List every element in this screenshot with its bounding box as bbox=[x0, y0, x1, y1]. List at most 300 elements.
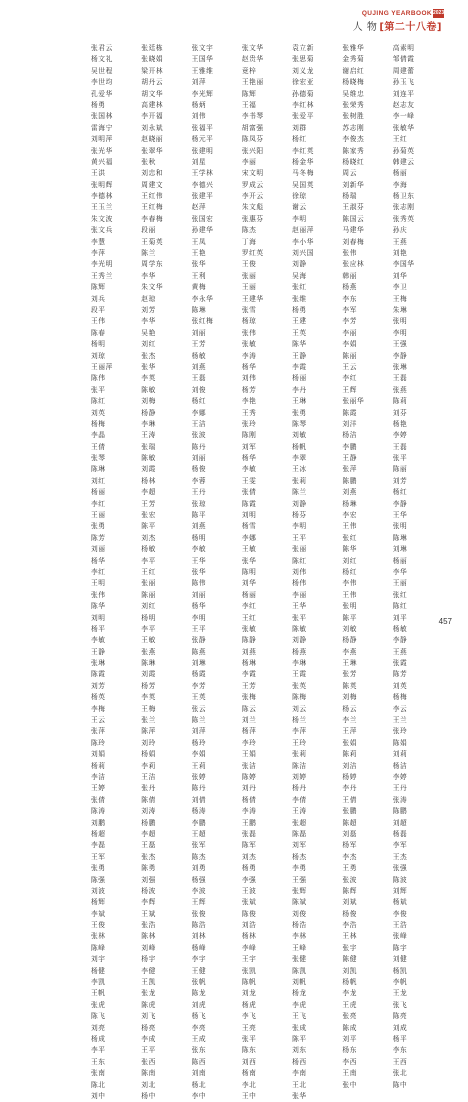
name-entry: 李俊杰 bbox=[342, 135, 365, 144]
name-entry: 李海 bbox=[392, 180, 408, 189]
name-entry: 张洁 bbox=[241, 761, 257, 770]
name-entry: 胡丹云 bbox=[141, 78, 164, 87]
name-entry: 王红 bbox=[241, 613, 257, 622]
name-entry: 杨亮 bbox=[141, 1023, 156, 1032]
name-entry: 王南 bbox=[342, 1069, 357, 1078]
name-entry: 刘梅 bbox=[141, 397, 156, 406]
name-entry: 刘林 bbox=[191, 932, 207, 941]
name-entry: 陈霞 bbox=[342, 408, 357, 417]
name-entry: 李超 bbox=[141, 829, 156, 838]
name-entry: 王虎 bbox=[342, 1000, 357, 1009]
name-entry: 李涛 bbox=[241, 351, 257, 360]
name-entry: 李霞 bbox=[292, 362, 307, 371]
name-entry: 杨英 bbox=[91, 693, 106, 702]
name-entry: 陈明 bbox=[241, 567, 257, 576]
name-entry: 李杰 bbox=[342, 852, 357, 861]
name-entry: 吴世程 bbox=[91, 66, 113, 75]
name-entry: 刘涛 bbox=[141, 807, 156, 816]
name-entry: 张峰 bbox=[392, 932, 408, 941]
name-entry: 陈磊 bbox=[292, 829, 307, 838]
name-entry: 杨龙 bbox=[292, 989, 307, 998]
name-entry: 张倩 bbox=[241, 488, 257, 497]
name-entry: 陈宇 bbox=[392, 943, 408, 952]
name-entry: 张丽 bbox=[241, 271, 257, 280]
name-entry: 李静 bbox=[392, 499, 408, 508]
name-entry: 张红 bbox=[342, 533, 357, 542]
name-entry: 赵琼 bbox=[141, 294, 156, 303]
name-entry: 王霞 bbox=[292, 670, 307, 679]
name-entry: 张北 bbox=[392, 1069, 408, 1078]
name-entry: 刘琳 bbox=[191, 659, 207, 668]
name-entry: 刘连平 bbox=[392, 89, 415, 98]
name-entry: 王娟 bbox=[241, 750, 257, 759]
name-entry: 周建蕾 bbox=[392, 66, 415, 75]
name-entry: 吴海 bbox=[292, 271, 307, 280]
name-entry: 王琳 bbox=[292, 397, 307, 406]
name-entry: 刘静 bbox=[292, 499, 307, 508]
name-entry: 刘红 bbox=[141, 602, 156, 611]
name-entry: 陈平 bbox=[342, 613, 357, 622]
name-entry: 张琳 bbox=[91, 659, 106, 668]
name-entry: 杨雪 bbox=[241, 522, 257, 531]
name-entry: 张红梅 bbox=[191, 317, 214, 326]
name-entry: 竟梓 bbox=[241, 66, 257, 75]
name-entry: 杨俊 bbox=[191, 465, 207, 474]
name-entry: 刘英 bbox=[91, 408, 106, 417]
name-entry: 张萍 bbox=[342, 465, 357, 474]
name-entry: 杨静 bbox=[141, 408, 156, 417]
name-entry: 陈中 bbox=[392, 1080, 408, 1089]
name-entry: 王丽 bbox=[392, 579, 408, 588]
name-entry: 刘忠和 bbox=[141, 169, 164, 178]
name-entry: 张勇 bbox=[91, 522, 106, 531]
name-entry: 王英 bbox=[191, 693, 207, 702]
name-entry: 张南 bbox=[91, 1069, 106, 1078]
name-entry: 张伟 bbox=[342, 249, 357, 258]
name-entry: 王红梅 bbox=[141, 203, 164, 212]
name-entry: 陈鹏 bbox=[392, 807, 408, 816]
name-entry: 王浩 bbox=[392, 921, 408, 930]
name-entry: 陈辉 bbox=[241, 89, 257, 98]
name-entry: 张丽 bbox=[141, 579, 156, 588]
name-entry: 杨明 bbox=[91, 340, 106, 349]
name-entry: 刘婷 bbox=[292, 773, 307, 781]
name-entry: 张瑞 bbox=[141, 442, 156, 451]
name-entry: 杨晓红 bbox=[342, 157, 365, 166]
name-entry: 王芳 bbox=[141, 499, 156, 508]
name-entry: 刘中 bbox=[91, 1091, 106, 1100]
name-entry: 李娟 bbox=[191, 750, 207, 759]
name-entry: 孙玉飞 bbox=[392, 78, 415, 87]
name-entry: 李卫 bbox=[392, 283, 408, 292]
name-entry: 王华 bbox=[191, 556, 207, 565]
name-entry: 刘南 bbox=[191, 1069, 207, 1078]
name-entry: 金秀菊 bbox=[342, 55, 365, 64]
name-entry: 陈杰 bbox=[191, 852, 207, 861]
name-entry: 杨梅 bbox=[91, 419, 106, 428]
name-entry: 刘梅 bbox=[342, 693, 357, 702]
name-entry: 李俊 bbox=[392, 909, 408, 918]
name-entry: 王倩 bbox=[342, 795, 357, 804]
name-entry: 杨辉 bbox=[91, 898, 106, 907]
name-entry: 杨虎 bbox=[241, 1000, 257, 1009]
name-entry: 杨红 bbox=[292, 135, 307, 144]
name-entry: 张龙 bbox=[141, 989, 156, 998]
name-entry: 李娜 bbox=[241, 533, 257, 542]
name-entry: 陈芳 bbox=[91, 533, 106, 542]
name-entry: 陈平 bbox=[141, 522, 156, 531]
name-entry: 刘军 bbox=[292, 841, 307, 850]
name-entry: 王俊 bbox=[91, 921, 106, 930]
name-entry: 陈东 bbox=[241, 1046, 257, 1055]
name-entry: 刘超 bbox=[392, 818, 408, 827]
name-entry: 王丽 bbox=[241, 283, 257, 292]
name-entry: 王冰 bbox=[292, 465, 307, 474]
name-entry: 刘东 bbox=[292, 1046, 307, 1055]
name-entry: 张丽华 bbox=[342, 397, 365, 406]
name-entry: 张雪 bbox=[241, 305, 257, 314]
name-entry: 赵贵华 bbox=[241, 55, 264, 64]
name-entry: 刘丽 bbox=[191, 590, 207, 599]
name-entry: 王华 bbox=[292, 602, 307, 611]
name-entry: 张莉 bbox=[292, 476, 307, 485]
name-entry: 杨娟 bbox=[141, 750, 156, 759]
name-entry: 陈平 bbox=[191, 511, 207, 520]
yearbook-brand: QUJING YEARBOOK bbox=[361, 10, 432, 17]
name-entry: 张倩 bbox=[91, 795, 106, 804]
name-entry: 张亮 bbox=[342, 1012, 357, 1021]
name-entry: 张明 bbox=[392, 317, 408, 326]
name-entry: 刘峰 bbox=[141, 943, 156, 952]
name-entry: 陈涛 bbox=[91, 807, 106, 816]
name-entry: 张雅华 bbox=[342, 44, 365, 52]
name-entry: 杨琳 bbox=[342, 499, 357, 508]
name-entry: 陈梅 bbox=[292, 693, 307, 702]
name-entry: 杨丽 bbox=[241, 590, 257, 599]
name-entry: 李宇 bbox=[191, 955, 207, 964]
name-entry: 王涛 bbox=[141, 431, 156, 440]
name-entry: 张虎 bbox=[91, 1000, 106, 1009]
name-entry: 刘平 bbox=[392, 613, 408, 622]
name-entry: 雷海宁 bbox=[91, 123, 113, 132]
name-entry: 刘红 bbox=[91, 476, 106, 485]
name-entry: 李虎 bbox=[292, 1000, 307, 1009]
name-entry: 刘明 bbox=[241, 511, 257, 520]
name-entry: 梁开林 bbox=[141, 66, 164, 75]
name-entry: 李春梅 bbox=[141, 214, 164, 223]
name-entry: 李梅 bbox=[91, 704, 106, 713]
name-entry: 刘强 bbox=[141, 875, 156, 884]
name-entry: 周云 bbox=[342, 169, 357, 178]
name-entry: 杨东 bbox=[342, 1046, 357, 1055]
name-entry: 王伟 bbox=[342, 590, 357, 599]
name-entry: 张娟 bbox=[342, 738, 357, 747]
name-entry: 刘波 bbox=[91, 886, 106, 895]
name-entry: 王龙 bbox=[392, 989, 408, 998]
name-entry: 刘俊 bbox=[292, 909, 307, 918]
name-entry: 张强 bbox=[392, 864, 408, 873]
name-entry: 陈平 bbox=[292, 1034, 307, 1043]
name-entry: 王静 bbox=[342, 454, 357, 463]
name-entry: 张建平 bbox=[191, 192, 214, 201]
name-entry: 杨平 bbox=[91, 624, 106, 633]
name-entry: 杨成 bbox=[91, 1034, 106, 1043]
name-entry: 张宇 bbox=[342, 943, 357, 952]
name-entry: 胡文华 bbox=[141, 89, 164, 98]
name-entry: 王西 bbox=[392, 1057, 408, 1066]
name-entry: 张文兵 bbox=[91, 226, 113, 235]
name-entry: 张勇 bbox=[292, 408, 307, 417]
name-entry: 张华 bbox=[141, 362, 156, 371]
name-entry: 陈倩 bbox=[141, 795, 156, 804]
name-entry: 刘伟 bbox=[292, 567, 307, 576]
name-entry: 陈春 bbox=[91, 328, 106, 337]
name-entry: 张梅 bbox=[241, 693, 257, 702]
name-entry: 张霞 bbox=[392, 659, 408, 668]
name-entry: 李北 bbox=[241, 1080, 257, 1089]
name-entry: 杨俊 bbox=[342, 909, 357, 918]
name-entry: 王燕 bbox=[392, 237, 408, 246]
name-entry: 王敏 bbox=[241, 545, 257, 554]
name-entry: 李娟 bbox=[342, 340, 357, 349]
name-entry: 王艳 bbox=[191, 249, 207, 258]
name-entry: 杨敏 bbox=[392, 624, 408, 633]
name-entry: 杨芳 bbox=[141, 681, 156, 690]
name-entry: 李晶 bbox=[91, 431, 106, 440]
name-entry: 刘杰 bbox=[241, 852, 257, 861]
name-entry: 陈敏 bbox=[292, 624, 307, 633]
name-entry: 李龙 bbox=[342, 989, 357, 998]
name-entry: 王秀 bbox=[241, 408, 257, 417]
name-entry: 黄兴福 bbox=[91, 157, 113, 166]
name-entry: 陈华 bbox=[342, 545, 357, 554]
name-entry: 李萍 bbox=[292, 727, 307, 736]
name-entry: 张琳 bbox=[392, 362, 408, 371]
name-entry: 李明 bbox=[191, 613, 207, 622]
name-entry: 陈成 bbox=[342, 1023, 357, 1032]
name-entry: 杨丽 bbox=[392, 556, 408, 565]
name-entry: 陈英 bbox=[342, 681, 357, 690]
name-entry: 李伟 bbox=[342, 579, 357, 588]
name-entry: 陈虎 bbox=[141, 1000, 156, 1009]
name-entry: 王凤 bbox=[191, 237, 207, 246]
name-entry: 刘明萍 bbox=[91, 135, 113, 144]
name-entry: 杨敏 bbox=[191, 351, 207, 360]
name-entry: 陈健 bbox=[342, 955, 357, 964]
name-entry: 张红 bbox=[292, 283, 307, 292]
name-entry: 张秋 bbox=[141, 157, 156, 166]
name-entry: 杨玲 bbox=[191, 738, 207, 747]
name-entry: 杨波 bbox=[141, 886, 156, 895]
name-entry: 李磊 bbox=[91, 841, 106, 850]
name-entry: 李红 bbox=[91, 567, 106, 576]
name-entry: 陈俊 bbox=[241, 909, 257, 918]
name-entry: 李成 bbox=[141, 1034, 156, 1043]
name-entry: 刘萍 bbox=[191, 727, 207, 736]
name-entry: 孔爱华 bbox=[91, 89, 113, 98]
name-entry: 王雯 bbox=[241, 476, 257, 485]
name-entry: 刘成 bbox=[392, 1023, 408, 1032]
name-entry: 张丹 bbox=[141, 784, 156, 793]
name-entry: 张光华 bbox=[91, 146, 113, 155]
name-entry: 张君云 bbox=[91, 44, 113, 52]
name-entry: 陈兰 bbox=[191, 716, 207, 725]
name-entry: 朱琳 bbox=[392, 305, 408, 314]
name-entry: 陈莉 bbox=[342, 750, 357, 759]
name-entry: 张莉 bbox=[292, 750, 307, 759]
name-entry: 李娜 bbox=[191, 408, 207, 417]
name-entry: 王华 bbox=[392, 511, 408, 520]
name-entry: 刘杰 bbox=[141, 533, 156, 542]
name-entry: 杨勇 bbox=[91, 100, 106, 109]
name-entry: 张俊 bbox=[191, 909, 207, 918]
name-entry: 刘燕 bbox=[191, 362, 207, 371]
name-entry: 赵志友 bbox=[392, 100, 415, 109]
name-entry: 张英 bbox=[292, 681, 307, 690]
name-entry: 杨洁 bbox=[392, 761, 408, 770]
name-entry: 张翠华 bbox=[141, 146, 164, 155]
name-entry: 杨萍 bbox=[241, 727, 257, 736]
name-entry: 李平 bbox=[141, 556, 156, 565]
name-entry: 李英 bbox=[141, 374, 156, 383]
name-entry: 刘艳 bbox=[392, 249, 408, 258]
name-entry: 刘伟 bbox=[191, 112, 207, 121]
name-entry: 张静 bbox=[191, 636, 207, 645]
name-entry: 杨金华 bbox=[292, 157, 315, 166]
name-entry: 韩建云 bbox=[392, 157, 415, 166]
name-entry: 陈龙 bbox=[191, 989, 207, 998]
name-entry: 陈萍 bbox=[141, 727, 156, 736]
name-entry: 张华 bbox=[191, 567, 207, 576]
name-entry: 李静 bbox=[392, 636, 408, 645]
name-entry: 杨林 bbox=[241, 932, 257, 941]
name-entry: 刘丹 bbox=[241, 784, 257, 793]
name-entry: 王亮 bbox=[241, 1023, 257, 1032]
name-entry: 陈国云 bbox=[342, 214, 365, 223]
name-entry: 陈丽 bbox=[342, 351, 357, 360]
name-entry: 刘明 bbox=[91, 613, 106, 622]
name-entry: 杨洁 bbox=[342, 431, 357, 440]
name-entry: 李光明 bbox=[91, 260, 113, 269]
name-entry: 张凯 bbox=[241, 966, 257, 975]
name-entry: 杨北 bbox=[191, 1080, 207, 1089]
name-entry: 陈伟 bbox=[191, 579, 207, 588]
name-entry: 杨伟 bbox=[292, 579, 307, 588]
name-entry: 张勇 bbox=[91, 864, 106, 873]
name-entry: 杨勇 bbox=[292, 305, 307, 314]
name-entry: 杨丽 bbox=[292, 374, 307, 383]
name-entry: 刘凯 bbox=[342, 966, 357, 975]
name-entry: 李丽 bbox=[342, 328, 357, 337]
name-entry: 张敏 bbox=[241, 624, 257, 633]
name-entry: 孙菊英 bbox=[392, 146, 415, 155]
name-entry: 刘勇 bbox=[191, 864, 207, 873]
name-entry: 陈辉 bbox=[342, 886, 357, 895]
name-entry: 张建明 bbox=[191, 146, 214, 155]
name-entry: 马建华 bbox=[342, 226, 365, 235]
name-entry: 陈南 bbox=[141, 1069, 156, 1078]
name-entry: 陈波 bbox=[392, 875, 408, 884]
name-entry: 李丽 bbox=[292, 590, 307, 599]
name-entry: 杨磊 bbox=[392, 829, 408, 838]
name-list bbox=[91, 43, 443, 1100]
name-entry: 陈丹 bbox=[191, 442, 207, 451]
name-entry: 李慧 bbox=[91, 237, 106, 246]
name-entry: 张玲 bbox=[392, 727, 408, 736]
name-entry: 张林 bbox=[91, 932, 106, 941]
name-entry: 刘鹏 bbox=[91, 818, 106, 827]
name-entry: 陈亮 bbox=[392, 1012, 408, 1021]
name-entry: 张婷 bbox=[191, 773, 207, 781]
name-entry: 陈家秀 bbox=[342, 146, 365, 155]
name-entry: 杨梅 bbox=[392, 693, 408, 702]
name-entry: 李明 bbox=[292, 522, 307, 531]
name-entry: 王芳 bbox=[241, 681, 257, 690]
name-entry: 刘帆 bbox=[292, 978, 307, 987]
name-entry: 陈莉 bbox=[392, 397, 408, 406]
name-entry: 李华 bbox=[141, 271, 156, 280]
name-entry: 王梅 bbox=[392, 294, 408, 303]
name-entry: 杨浩 bbox=[292, 921, 307, 930]
name-entry: 张宏 bbox=[141, 511, 156, 520]
name-entry: 陈婷 bbox=[241, 773, 257, 781]
name-entry: 李明 bbox=[392, 328, 408, 337]
name-entry: 陈敏 bbox=[141, 454, 156, 463]
name-entry: 李华 bbox=[141, 317, 156, 326]
name-entry: 李帆 bbox=[392, 978, 408, 987]
name-entry: 李宏 bbox=[342, 511, 357, 520]
name-entry: 李丹 bbox=[292, 385, 307, 394]
name-entry: 杨飞 bbox=[191, 1012, 207, 1021]
name-entry: 刘浩 bbox=[241, 921, 257, 930]
name-entry: 王军 bbox=[91, 852, 106, 861]
name-entry: 徐琼 bbox=[292, 192, 307, 201]
name-entry: 李琳 bbox=[292, 659, 307, 668]
name-entry: 李婷 bbox=[392, 773, 408, 781]
name-entry: 杨婷 bbox=[342, 773, 357, 781]
name-entry: 李勇 bbox=[292, 864, 307, 873]
name-entry: 陈云 bbox=[241, 704, 257, 713]
name-entry: 王艳丽 bbox=[241, 78, 264, 87]
name-entry: 李丹 bbox=[342, 784, 357, 793]
name-entry: 张浩 bbox=[141, 921, 156, 930]
name-entry: 张敏华 bbox=[392, 123, 415, 132]
name-entry: 杨明 bbox=[141, 613, 156, 622]
name-entry: 陈丽 bbox=[141, 590, 156, 599]
name-entry: 王雅维 bbox=[191, 66, 214, 75]
name-entry: 杨文礼 bbox=[91, 55, 113, 64]
name-entry: 杨燕 bbox=[342, 283, 357, 292]
name-entry: 杨红 bbox=[392, 488, 408, 497]
name-entry: 张玲 bbox=[241, 419, 257, 428]
name-entry: 王利 bbox=[191, 271, 207, 280]
name-entry: 邹倩霞 bbox=[392, 55, 415, 64]
name-entry: 高建林 bbox=[141, 100, 164, 109]
name-entry: 张燕 bbox=[141, 647, 156, 656]
volume-label: [第二十八卷] bbox=[379, 22, 442, 33]
name-entry: 吴国英 bbox=[292, 180, 315, 189]
name-entry: 刘红 bbox=[342, 556, 357, 565]
name-entry: 陈西 bbox=[191, 1057, 207, 1066]
name-entry: 李涛 bbox=[241, 807, 257, 816]
name-entry: 王兰 bbox=[392, 716, 408, 725]
name-entry: 王凯 bbox=[141, 978, 156, 987]
name-entry: 王建 bbox=[292, 317, 307, 326]
name-entry: 王辉 bbox=[342, 385, 357, 394]
name-entry: 李华 bbox=[392, 567, 408, 576]
name-entry: 刘琼 bbox=[91, 351, 106, 360]
name-entry: 王强 bbox=[292, 875, 307, 884]
